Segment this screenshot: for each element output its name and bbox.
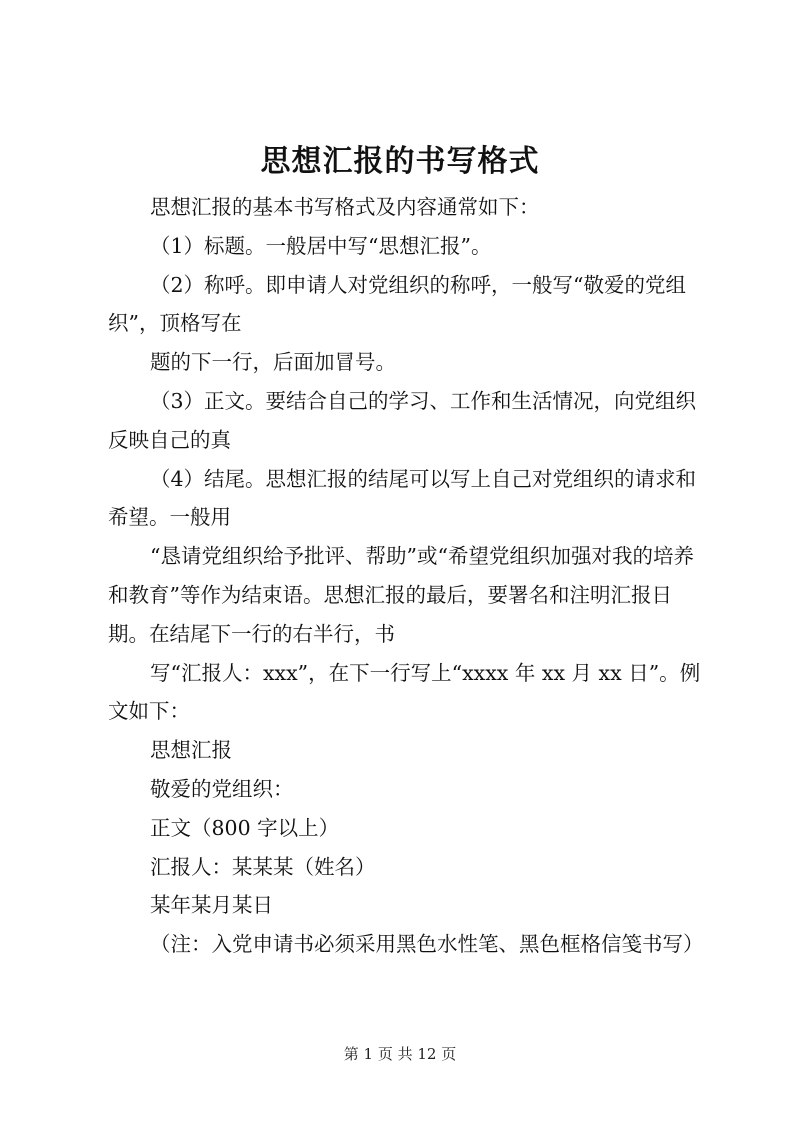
text-line: 例文如下： [108,660,701,724]
text-line: 写“汇报人：xxx”，在下一行写上“xxxx 年 xx 月 xx 日”。 [150,660,680,685]
text-line: 组织”，顶格写在 [108,272,687,336]
closing-phrase-paragraph [108,537,712,653]
intro-paragraph [108,188,712,227]
item-body-paragraph [108,382,712,460]
item-ending-paragraph [108,460,712,538]
text-line: 和希望。一般用 [108,466,697,530]
text-line: 思想汇报 [150,738,232,763]
text-line: 某年某月某日 [150,893,273,918]
text-line: 正文（800 字以上） [150,815,340,840]
text-line: 汇报人：某某某（姓名） [150,854,376,879]
text-line: （注：入党申请书必须采用黑色水性笔、黑色框格信笺书写） [150,932,704,957]
text-line: 报日期。在结尾下一行的右半行，书 [108,582,672,646]
text-line: （1）标题。一般居中写“思想汇报”。 [150,233,492,258]
example-body [108,809,712,848]
text-line: （2）称呼。即申请人对党组织的称呼，一般写“敬爱的党 [150,272,666,297]
item-title-paragraph [108,227,712,266]
document-title: 思想汇报的书写格式 [260,144,540,179]
document-body [108,188,712,964]
text-line: “恳请党组织给予批评、帮助”或“希望党组织加强对我的 [150,544,653,569]
salutation-continuation [108,343,712,382]
note-paragraph [108,925,712,964]
example-salutation [108,770,712,809]
text-line: 思想汇报的基本书写格式及内容通常如下： [150,195,540,219]
example-heading [108,731,712,770]
example-date [108,886,712,925]
signature-instruction-paragraph [108,654,712,732]
text-line: 题的下一行，后面加冒号。 [150,350,396,375]
text-line: （4）结尾。思想汇报的结尾可以写上自己对党组织的请求 [150,466,676,491]
example-signature [108,848,712,887]
text-line: 敬爱的党组织： [150,776,294,801]
text-line: （3）正文。要结合自己的学习、工作和生活情况，向党组 [150,388,676,413]
page-number: 第 1 页 共 12 页 [343,1045,457,1063]
item-salutation-paragraph [108,266,712,344]
text-line: 培养和教育”等作为结束语。思想汇报的最后，要署名和注明汇 [108,544,694,607]
text-line: 织反映自己的真 [108,388,697,452]
